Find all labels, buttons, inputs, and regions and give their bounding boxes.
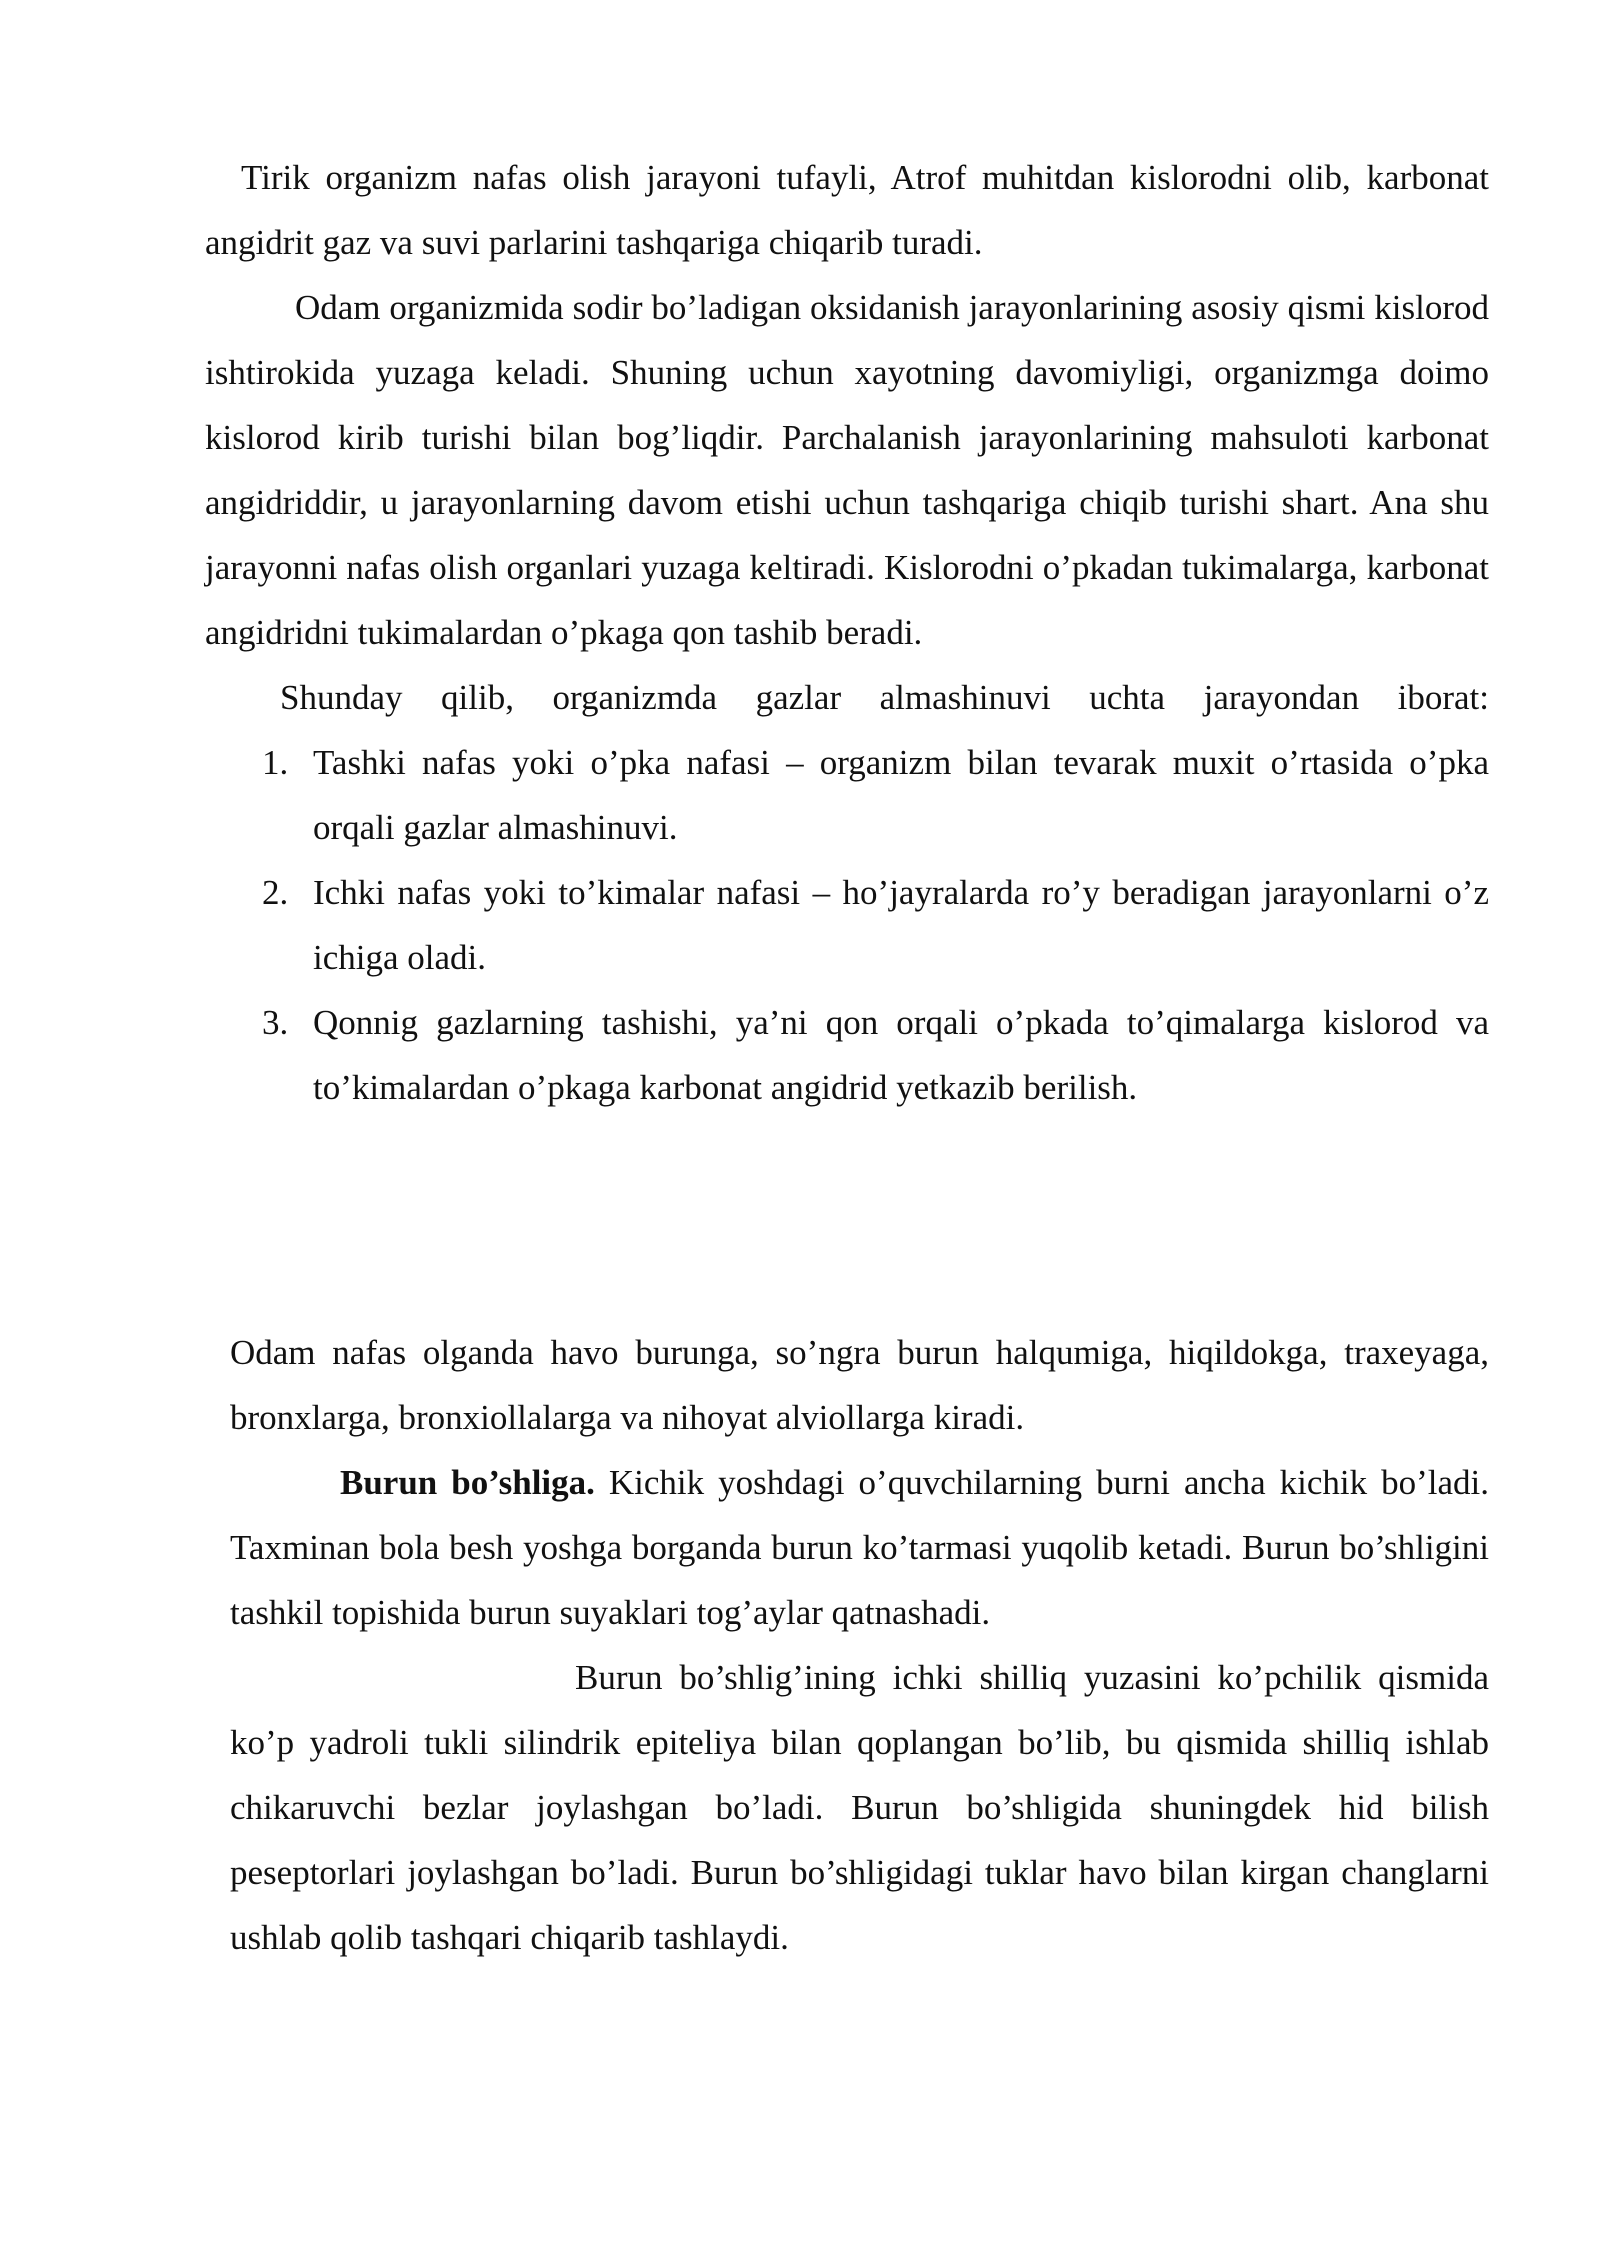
list-item xyxy=(205,730,1489,860)
list-item xyxy=(205,860,1489,990)
list-number: 3. xyxy=(262,1003,289,1042)
airway-paragraph: Odam nafas olganda havo burunga, so’ngra burun halqumiga, hiqildokga, traxeyaga, bronxlarga, bronxiollalarga va nihoyat alviollarga kiradi. xyxy=(230,1333,1489,1437)
nasal-cavity-paragraph xyxy=(230,1450,1489,1645)
list-item-text: Tashki nafas yoki o’pka nafasi – organizm bilan tevarak muxit o’rtasida o’pka orqali gazlar almashinuvi. xyxy=(313,743,1489,847)
list-item-text: Ichki nafas yoki to’kimalar nafasi – ho’jayralarda ro’y beradigan jarayonlarni o’z ichiga oladi. xyxy=(313,873,1489,977)
nasal-section xyxy=(230,1320,1489,1970)
list-item xyxy=(205,990,1489,1120)
list-number: 2. xyxy=(262,873,289,912)
nasal-mucosa-paragraph: Burun bo’shlig’ining ichki shilliq yuzasini ko’pchilik qismida ko’p yadroli tukli silindrik epiteliya bilan qoplangan bo’lib, bu qismida shilliq ishlab chikaruvchi bezlar joylashgan bo’ladi. Burun bo’shligida shuningdek hid bilish peseptorlari joylashgan bo’ladi. Burun bo’shligidagi tuklar havo bilan kirgan changlarni ushlab qolib tashqari chiqarib tashlaydi. xyxy=(230,1658,1489,1957)
list-number: 1. xyxy=(262,743,289,782)
nasal-cavity-text: Kichik yoshdagi o’quvchilarning burni ancha kichik bo’ladi. Taxminan bola besh yoshga borganda burun ko’tarmasi yuqolib ketadi. Burun bo’shligini tashkil topishida burun suyaklari tog’aylar qatnashadi. xyxy=(230,1463,1489,1632)
intro-section xyxy=(205,145,1489,1120)
list-item-text: Qonnig gazlarning tashishi, ya’ni qon orqali o’pkada to’qimalarga kislorod va to’kimalardan o’pkaga karbonat angidrid yetkazib berilish. xyxy=(313,1003,1489,1107)
section-heading: Burun bo’shliga. xyxy=(340,1463,595,1502)
intro-paragraph-1: Tirik organizm nafas olish jarayoni tufayli, Atrof muhitdan kislorodni olib, karbonat angidrit gaz va suvi parlarini tashqariga chiqarib turadi. xyxy=(205,158,1489,262)
intro-paragraph-3: Shunday qilib, organizmda gazlar almashinuvi uchta jarayondan iborat: xyxy=(280,678,1489,717)
gas-exchange-list xyxy=(205,730,1489,1120)
intro-paragraph-2: Odam organizmida sodir bo’ladigan oksidanish jarayonlarining asosiy qismi kislorod ishtirokida yuzaga keladi. Shuning uchun xayotning davomiyligi, organizmga doimo kislorod kirib turishi bilan bog’liqdir. Parchalanish jarayonlarining mahsuloti karbonat angidriddir, u jarayonlarning davom etishi uchun tashqariga chiqib turishi shart. Ana shu jarayonni nafas olish organlari yuzaga keltiradi. Kislorodni o’pkadan tukimalarga, karbonat angidridni tukimalardan o’pkaga qon tashib beradi. xyxy=(205,288,1489,652)
